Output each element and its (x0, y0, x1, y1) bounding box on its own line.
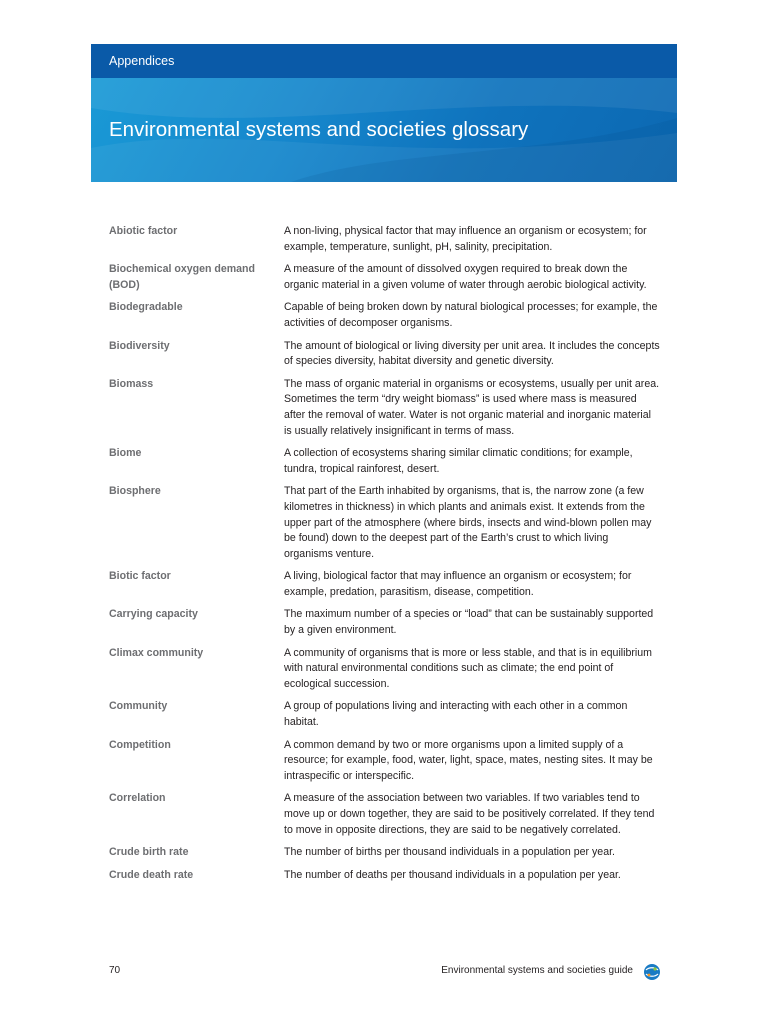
glossary-entry (109, 646, 661, 693)
glossary-term: Competition (109, 738, 171, 751)
glossary-entry (109, 262, 661, 293)
glossary-entry (109, 845, 661, 861)
glossary-entry (109, 484, 661, 562)
glossary-definition: The mass of organic material in organisms or ecosystems, usually per unit area. Sometimes the term “dry weight biomass” is used where mass is measured after the removal of water. Water is not organic material and inorganic material is usually relatively insignificant in terms of mass. (284, 377, 660, 437)
glossary-entry (109, 738, 661, 785)
glossary-entry (109, 868, 661, 884)
title-banner (91, 78, 677, 182)
glossary-entry (109, 224, 661, 255)
section-label: Appendices (109, 54, 175, 68)
glossary-definition: A measure of the amount of dissolved oxygen required to break down the organic material in a given volume of water through aerobic biological activity. (284, 263, 647, 291)
page-number: 70 (109, 965, 121, 976)
glossary-term: Biosphere (109, 485, 161, 498)
glossary-term: Carrying capacity (109, 608, 198, 621)
glossary-term: Climax community (109, 646, 204, 659)
glossary-entry (109, 607, 661, 638)
glossary-entry (109, 791, 661, 838)
glossary-term: Biodiversity (109, 339, 170, 352)
glossary-definition: A group of populations living and interacting with each other in a common habitat. (284, 700, 628, 729)
page-title: Environmental systems and societies glossary (109, 118, 529, 141)
glossary-term: Biome (109, 447, 142, 460)
glossary-entry (109, 339, 661, 370)
glossary-entry (109, 569, 661, 600)
glossary-term: Crude birth rate (109, 846, 189, 859)
glossary-entry (109, 300, 661, 331)
glossary-definition: A community of organisms that is more or less stable, and that is in equilibrium with natural environmental conditions such as climate; the end point of ecological succession. (284, 646, 652, 690)
glossary-definition: The maximum number of a species or “load” that can be sustainably supported by a given environment. (284, 608, 654, 637)
glossary-term: Crude death rate (109, 868, 194, 881)
glossary-list (109, 224, 661, 890)
glossary-term: Correlation (109, 792, 166, 805)
glossary-entry (109, 377, 661, 439)
glossary-term: Community (109, 700, 168, 713)
glossary-term: Abiotic factor (109, 225, 178, 237)
page-footer (109, 963, 661, 981)
glossary-definition: A measure of the association between two variables. If two variables tend to move up or down together, they are said to be positively correlated. If they tend to move in opposite directions, they are said to be negatively correlated. (284, 792, 655, 836)
glossary-definition: That part of the Earth inhabited by organisms, that is, the narrow zone (a few kilometres in thickness) in which plants and animals exist. It extends from the upper part of the atmosphere (where birds, insects and wind-blown pollen may be found) down to the deepest part of the Earth’s crust to which living organisms venture. (284, 485, 652, 560)
glossary-definition: A living, biological factor that may influence an organism or ecosystem; for example, predation, parasitism, disease, competition. (284, 570, 632, 598)
section-bar (91, 44, 677, 78)
glossary-term: Biotic factor (109, 570, 171, 583)
glossary-definition: A collection of ecosystems sharing similar climatic conditions; for example, tundra, tropical rainforest, desert. (284, 447, 633, 475)
glossary-entry (109, 446, 661, 477)
glossary-term: Biochemical oxygen demand (BOD) (109, 263, 256, 291)
glossary-definition: The number of births per thousand individuals in a population per year. (284, 846, 615, 859)
glossary-definition: A non-living, physical factor that may influence an organism or ecosystem; for example, temperature, sunlight, pH, salinity, precipitation. (284, 225, 647, 253)
ib-globe-icon (643, 963, 661, 981)
glossary-definition: The amount of biological or living diversity per unit area. It includes the concepts of species diversity, habitat diversity and genetic diversity. (284, 339, 660, 368)
glossary-definition: The number of deaths per thousand individuals in a population per year. (284, 868, 621, 881)
glossary-definition: Capable of being broken down by natural biological processes; for example, the activities of decomposer organisms. (284, 301, 658, 329)
glossary-term: Biomass (109, 377, 154, 390)
glossary-term: Biodegradable (109, 301, 183, 314)
glossary-definition: A common demand by two or more organisms upon a limited supply of a resource; for example, food, water, light, space, mates, nesting sites. It may be intraspecific or interspecific. (284, 738, 653, 782)
glossary-entry (109, 699, 661, 730)
guide-title: Environmental systems and societies guide (441, 965, 633, 976)
